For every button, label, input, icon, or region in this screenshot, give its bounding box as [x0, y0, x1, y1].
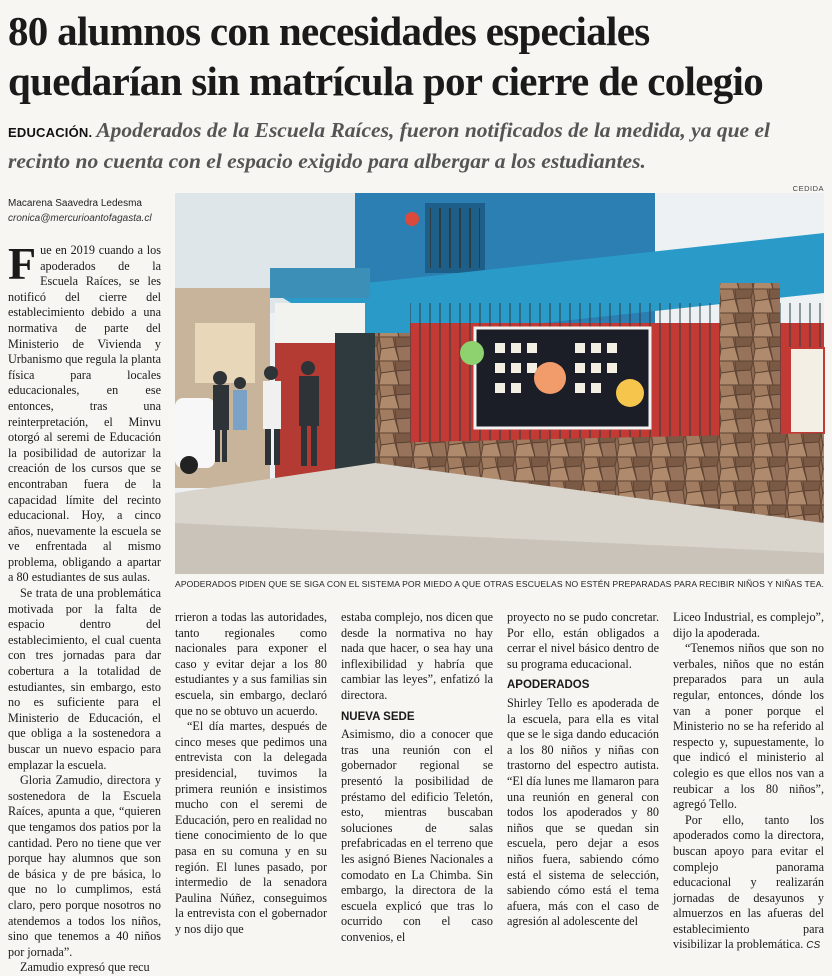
- headline: [8, 6, 826, 106]
- photo-credit: CEDIDA: [792, 184, 824, 193]
- paragraph: estaba complejo, nos dicen que desde la normativa no hay nada que hacer, o sea hay una inflexibilidad y habría que cambiar las leyes”, enfatizó la directora.: [341, 610, 493, 702]
- headline-line-1: 80 alumnos con necesidades especiales: [8, 8, 650, 54]
- paragraph: Se trata de una problemática motivada por la falta de espacio dentro del establecimiento, el cual cuenta con tres jornadas para dar cobertura a la totalidad de estudiantes, sin embargo, esto no es suficiente para el Ministerio de Educación, el que obliga a la sostenedora a buscar un nuevo espacio para emplazar la escuela.: [8, 586, 161, 772]
- subhead-nueva-sede: NUEVA SEDE: [341, 710, 415, 723]
- paragraph: “El día martes, después de cinco meses que pedimos una entrevista con la delegada presidencial, tuvimos la primera reunión e insistimos mucho con el seremi de Educación, pero en realidad no tiene conocimiento de lo que pasa en su comuna y en su región. El lunes pasado, por intermedio de la senadora Paulina Núñez, conseguimos la entrevista con el gobernador y nos dijo que: [175, 719, 327, 936]
- paragraph: Zamudio expresó que recu: [20, 960, 150, 975]
- photo-illustration: [175, 193, 824, 574]
- paragraph: rrieron a todas las autoridades, tanto regionales como nacionales para exponer el caso y evitar dejar a los 80 estudiantes y a sus familias sin escuela, sin embargo, declaró que no se obtuvo un acuerdo.: [175, 610, 327, 718]
- column-2: [175, 610, 327, 936]
- article-photo: [175, 193, 824, 574]
- drop-cap: F: [8, 238, 37, 289]
- column-1: [8, 238, 161, 975]
- paragraph: proyecto no se pudo concretar. Por ello, están obligados a cerrar el nivel básico dentro de su programa educacional.: [507, 610, 659, 671]
- end-mark: CS: [806, 940, 821, 952]
- deck-text: Apoderados de la Escuela Raíces, fueron notificados de la medida, ya que el recinto no cuenta con el espacio exigido para albergar a los estudiantes.: [8, 118, 770, 173]
- headline-line-2: quedarían sin matrícula por cierre de colegio: [8, 58, 764, 104]
- paragraph: Liceo Industrial, es complejo”, dijo la apoderada.: [673, 610, 824, 640]
- paragraph: Asimismo, dio a conocer que tras una reunión con el gobernador regional se presentó la posibilidad de préstamo del edificio Teletón, esto, mientras buscaban soluciones de salas prefabricadas en el terreno que les asignó Bienes Nacionales a comodato en La Chimba. Sin embargo, la directora de la escuela explicó que tras lo ocurrido con el caso convenios, el: [341, 727, 493, 944]
- paragraph: “Tenemos niños que son no verbales, niños que no están preparados para un aula regular, entonces, dónde los van a poner porque el Ministerio no se ha referido al respecto y, supuestamente, lo que indicó el ministerio al colegio es que ellos nos van a reubicar a los 80 niños”, agregó Tello.: [673, 641, 824, 812]
- author-email: cronica@mercurioantofagasta.cl: [8, 213, 152, 224]
- paragraph-text: Por ello, tanto los apoderados como la directora, buscan apoyo para evitar el complejo panorama educacional y realizarán jornadas de desayunos y almuerzos en las afueras del establecimiento para visibilizar la problemática.: [673, 812, 824, 952]
- subhead-apoderados: APODERADOS: [507, 679, 590, 692]
- column-5: [673, 610, 824, 952]
- photo-caption: APODERADOS PIDEN QUE SE SIGA CON EL SISTEMA POR MIEDO A QUE OTRAS ESCUELAS NO ESTÉN PREPARADAS PARA RECIBIR NIÑOS Y NIÑAS TEA.: [175, 579, 825, 589]
- deck: [8, 116, 824, 175]
- author-name: Macarena Saavedra Ledesma: [8, 198, 142, 209]
- byline: [8, 196, 152, 226]
- column-3: [341, 610, 493, 944]
- paragraph: [8, 238, 161, 586]
- paragraph: [673, 813, 824, 954]
- section-kicker: EDUCACIÓN.: [8, 125, 93, 140]
- paragraph-text: ue en 2019 cuando a los apoderados de la Escuela Raíces, se les notificó del cierre del establecimiento debido a una normativa de parte del Ministerio de Vivienda y Urbanismo que regula la planta física para locales educacionales, en ese entonces, tras una reinterpretación, el Minvu otorgó al seremi de Educación la posibilidad de autorizar la creación de los cursos que se encontraban fuera de la capacidad límite del recinto educacional. Hoy, a cinco años, nuevamente la escuela se ve enfrentada al mismo problema, obligando a apartar a 80 estudiantes de sus aulas.: [8, 243, 161, 585]
- paragraph: Shirley Tello es apoderada de la escuela, para ella es vital que se le siga dando educación a los 80 niños y niñas con trastorno del espectro autista. “El día lunes me llamaron para una reunión en general con todos los apoderados y 80 niños que se quedan sin escuela, pero dejar a esos niños fuera, sabiendo cómo está el sistema de selección, sabiendo cómo está el tema afuera, más con el caso de agresión al adolescente del: [507, 695, 659, 929]
- paragraph: Gloria Zamudio, directora y sostenedora de la Escuela Raíces, apunta a que, “quieren que tengamos dos patios por la cantidad. Pero no tiene que ver porque hay alumnos que son de básica y de pre básica, lo que no lo cumplimos, está claro, pero porque nosotros no atendemos a todos los niños, sino que tenemos a 40 niños por jornada”.: [8, 773, 161, 959]
- column-4: [507, 610, 659, 929]
